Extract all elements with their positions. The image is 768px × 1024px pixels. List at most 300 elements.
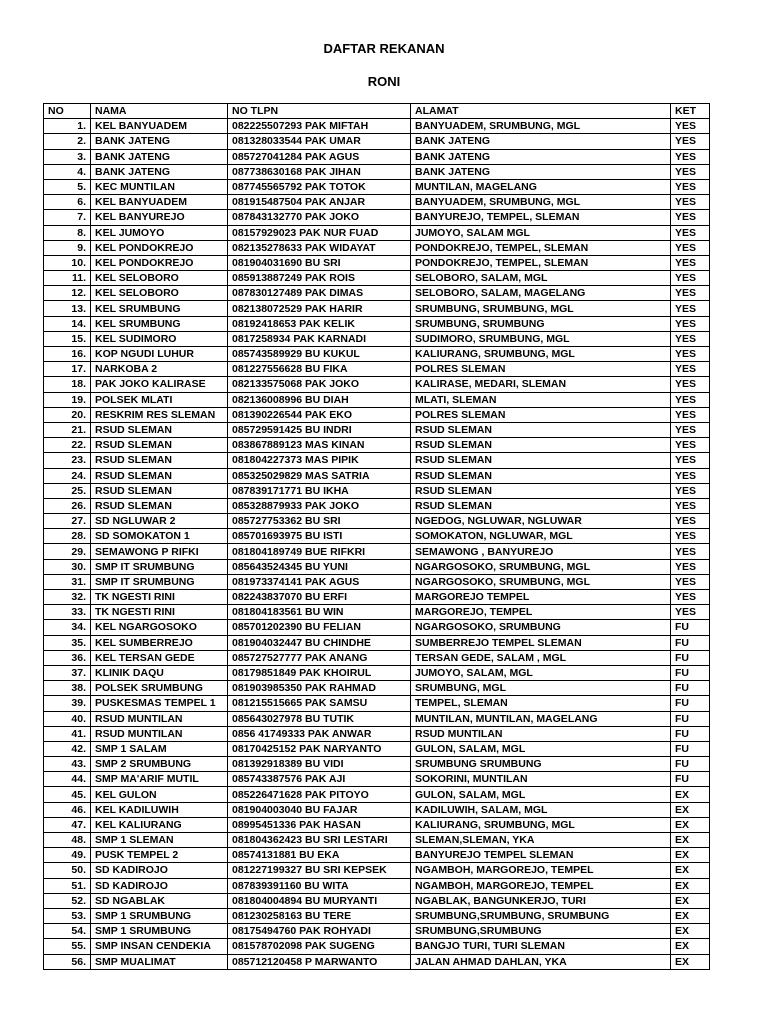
phone-contact: 085701693975 BU ISTI [228,529,411,544]
partner-name: KEL BANYUREJO [91,210,228,225]
status: YES [671,195,710,210]
row-number: 46. [44,802,91,817]
row-number: 13. [44,301,91,316]
address: GULON, SALAM, MGL [411,741,671,756]
status: YES [671,347,710,362]
address: KALIURANG, SRUMBUNG, MGL [411,347,671,362]
address: NGARGOSOKO, SRUMBUNG, MGL [411,559,671,574]
row-number: 2. [44,134,91,149]
partner-name: KEL TERSAN GEDE [91,650,228,665]
table-row [44,924,710,939]
phone-contact: 085727527777 PAK ANANG [228,650,411,665]
phone-contact: 087745565792 PAK TOTOK [228,179,411,194]
table-row [44,195,710,210]
table-row [44,316,710,331]
partner-name: SD NGLUWAR 2 [91,514,228,529]
address: SELOBORO, SALAM, MAGELANG [411,286,671,301]
partner-name: KEL BANYUADEM [91,195,228,210]
address: SOMOKATON, NGLUWAR, MGL [411,529,671,544]
status: YES [671,316,710,331]
table-row [44,787,710,802]
partner-name: BANK JATENG [91,134,228,149]
address: SOKORINI, MUNTILAN [411,772,671,787]
partner-name: SMP IT SRUMBUNG [91,574,228,589]
table-row [44,544,710,559]
row-number: 31. [44,574,91,589]
phone-contact: 085226471628 PAK PITOYO [228,787,411,802]
phone-contact: 08170425152 PAK NARYANTO [228,741,411,756]
table-row [44,392,710,407]
partner-name: SMP 2 SRUMBUNG [91,757,228,772]
status: YES [671,225,710,240]
phone-contact: 081215515665 PAK SAMSU [228,696,411,711]
partner-name: SEMAWONG P RIFKI [91,544,228,559]
table-row [44,514,710,529]
row-number: 24. [44,468,91,483]
table-row [44,134,710,149]
address: RSUD MUNTILAN [411,726,671,741]
row-number: 23. [44,453,91,468]
table-row [44,210,710,225]
phone-contact: 085701202390 BU FELIAN [228,620,411,635]
partner-name: NARKOBA 2 [91,362,228,377]
address: RSUD SLEMAN [411,438,671,453]
table-row [44,650,710,665]
table-row [44,711,710,726]
row-number: 14. [44,316,91,331]
partner-name: BANK JATENG [91,149,228,164]
partner-name: KEL PONDOKREJO [91,255,228,270]
phone-contact: 081915487504 PAK ANJAR [228,195,411,210]
partner-name: PUSK TEMPEL 2 [91,848,228,863]
table-row [44,255,710,270]
phone-contact: 081227556628 BU FIKA [228,362,411,377]
row-number: 26. [44,498,91,513]
status: YES [671,544,710,559]
phone-contact: 081390226544 PAK EKO [228,407,411,422]
address: TEMPEL, SLEMAN [411,696,671,711]
partner-name: RSUD SLEMAN [91,453,228,468]
table-row [44,939,710,954]
address: PONDOKREJO, TEMPEL, SLEMAN [411,255,671,270]
phone-contact: 081904003040 BU FAJAR [228,802,411,817]
partner-name: KEL KADILUWIH [91,802,228,817]
table-row [44,696,710,711]
table-row [44,833,710,848]
status: FU [671,772,710,787]
row-number: 43. [44,757,91,772]
header-nama: NAMA [91,104,228,119]
address: BANYUREJO, TEMPEL, SLEMAN [411,210,671,225]
address: JUMOYO, SALAM, MGL [411,665,671,680]
row-number: 6. [44,195,91,210]
status: YES [671,529,710,544]
header-no: NO [44,104,91,119]
phone-contact: 085643027978 BU TUTIK [228,711,411,726]
row-number: 44. [44,772,91,787]
table-row [44,741,710,756]
table-row [44,772,710,787]
row-number: 3. [44,149,91,164]
status: YES [671,362,710,377]
row-number: 34. [44,620,91,635]
partner-name: RSUD SLEMAN [91,422,228,437]
phone-contact: 087843132770 PAK JOKO [228,210,411,225]
partner-name: KEL SUDIMORO [91,331,228,346]
table-row [44,681,710,696]
row-number: 9. [44,240,91,255]
address: TERSAN GEDE, SALAM , MGL [411,650,671,665]
table-row [44,438,710,453]
partner-name: KEL JUMOYO [91,225,228,240]
partner-name: KEL NGARGOSOKO [91,620,228,635]
table-row [44,407,710,422]
status: YES [671,240,710,255]
partner-name: TK NGESTI RINI [91,605,228,620]
row-number: 16. [44,347,91,362]
document-subtitle: RONI [367,74,401,89]
phone-contact: 083867889123 MAS KINAN [228,438,411,453]
status: EX [671,878,710,893]
address: RSUD SLEMAN [411,498,671,513]
partner-name: KOP NGUDI LUHUR [91,347,228,362]
row-number: 49. [44,848,91,863]
table-row [44,605,710,620]
phone-contact: 08157929023 PAK NUR FUAD [228,225,411,240]
table-header-row [44,104,710,119]
address: SRUMBUNG,SRUMBUNG, SRUMBUNG [411,908,671,923]
phone-contact: 082243837070 BU ERFI [228,590,411,605]
partner-name: KEL GULON [91,787,228,802]
partner-name: SMP MA'ARIF MUTIL [91,772,228,787]
address: MARGOREJO, TEMPEL [411,605,671,620]
address: RSUD SLEMAN [411,483,671,498]
address: RSUD SLEMAN [411,422,671,437]
phone-contact: 085727041284 PAK AGUS [228,149,411,164]
address: BANYUREJO TEMPEL SLEMAN [411,848,671,863]
status: FU [671,741,710,756]
row-number: 40. [44,711,91,726]
phone-contact: 081904031690 BU SRI [228,255,411,270]
table-row [44,179,710,194]
phone-contact: 082133575068 PAK JOKO [228,377,411,392]
status: YES [671,119,710,134]
address: SUDIMORO, SRUMBUNG, MGL [411,331,671,346]
address: NGABLAK, BANGUNKERJO, TURI [411,893,671,908]
status: EX [671,787,710,802]
status: YES [671,392,710,407]
table-row [44,529,710,544]
status: EX [671,817,710,832]
table-row [44,225,710,240]
status: YES [671,590,710,605]
status: EX [671,833,710,848]
status: FU [671,757,710,772]
address: KALIRASE, MEDARI, SLEMAN [411,377,671,392]
partner-name: RSUD SLEMAN [91,438,228,453]
status: YES [671,574,710,589]
table-row [44,726,710,741]
address: BANK JATENG [411,164,671,179]
table-row [44,559,710,574]
partner-name: KEL BANYUADEM [91,119,228,134]
status: EX [671,939,710,954]
status: YES [671,210,710,225]
address: SEMAWONG , BANYUREJO [411,544,671,559]
row-number: 28. [44,529,91,544]
row-number: 29. [44,544,91,559]
partner-name: RSUD MUNTILAN [91,711,228,726]
partner-name: PUSKESMAS TEMPEL 1 [91,696,228,711]
row-number: 42. [44,741,91,756]
phone-contact: 085643524345 BU YUNI [228,559,411,574]
partner-name: KEL SRUMBUNG [91,316,228,331]
status: EX [671,863,710,878]
address: KADILUWIH, SALAM, MGL [411,802,671,817]
table-row [44,149,710,164]
phone-contact: 08179851849 PAK KHOIRUL [228,665,411,680]
table-row [44,498,710,513]
phone-contact: 081804189749 BUE RIFKRI [228,544,411,559]
table-row [44,362,710,377]
row-number: 51. [44,878,91,893]
status: FU [671,726,710,741]
address: SLEMAN,SLEMAN, YKA [411,833,671,848]
row-number: 20. [44,407,91,422]
table-row [44,164,710,179]
address: NGARGOSOKO, SRUMBUNG [411,620,671,635]
partner-name: SD KADIROJO [91,863,228,878]
partner-name: RSUD SLEMAN [91,498,228,513]
phone-contact: 081904032447 BU CHINDHE [228,635,411,650]
table-body [44,119,710,970]
phone-contact: 081578702098 PAK SUGENG [228,939,411,954]
phone-contact: 08175494760 PAK ROHYADI [228,924,411,939]
row-number: 47. [44,817,91,832]
table-row [44,954,710,969]
status: YES [671,422,710,437]
address: MUNTILAN, MUNTILAN, MAGELANG [411,711,671,726]
row-number: 53. [44,908,91,923]
partner-name: RSUD SLEMAN [91,483,228,498]
phone-contact: 081804004894 BU MURYANTI [228,893,411,908]
phone-contact: 081328033544 PAK UMAR [228,134,411,149]
address: MLATI, SLEMAN [411,392,671,407]
row-number: 50. [44,863,91,878]
partner-name: KEL PONDOKREJO [91,240,228,255]
table-row [44,848,710,863]
row-number: 8. [44,225,91,240]
phone-contact: 085913887249 PAK ROIS [228,271,411,286]
partner-name: SMP 1 SRUMBUNG [91,908,228,923]
table-row [44,908,710,923]
status: YES [671,164,710,179]
table-row [44,757,710,772]
phone-contact: 08192418653 PAK KELIK [228,316,411,331]
partner-name: BANK JATENG [91,164,228,179]
address: RSUD SLEMAN [411,453,671,468]
status: YES [671,331,710,346]
row-number: 25. [44,483,91,498]
row-number: 48. [44,833,91,848]
table-row [44,483,710,498]
status: YES [671,179,710,194]
phone-contact: 082136008996 BU DIAH [228,392,411,407]
address: BANGJO TURI, TURI SLEMAN [411,939,671,954]
row-number: 37. [44,665,91,680]
status: YES [671,407,710,422]
row-number: 15. [44,331,91,346]
address: BANYUADEM, SRUMBUNG, MGL [411,119,671,134]
address: RSUD SLEMAN [411,468,671,483]
document-title: DAFTAR REKANAN [323,41,445,56]
status: YES [671,438,710,453]
address: SRUMBUNG, SRUMBUNG, MGL [411,301,671,316]
row-number: 7. [44,210,91,225]
phone-contact: 08995451336 PAK HASAN [228,817,411,832]
phone-contact: 085727753362 BU SRI [228,514,411,529]
status: FU [671,696,710,711]
status: FU [671,635,710,650]
row-number: 18. [44,377,91,392]
address: SRUMBUNG,SRUMBUNG [411,924,671,939]
table-row [44,286,710,301]
row-number: 12. [44,286,91,301]
table-row [44,574,710,589]
status: FU [671,650,710,665]
status: EX [671,924,710,939]
status: YES [671,271,710,286]
table-row [44,590,710,605]
partner-name: KEL SRUMBUNG [91,301,228,316]
status: YES [671,605,710,620]
partner-name: PAK JOKO KALIRASE [91,377,228,392]
phone-contact: 081973374141 PAK AGUS [228,574,411,589]
status: FU [671,620,710,635]
partner-name: SMP 1 SRUMBUNG [91,924,228,939]
table-row [44,119,710,134]
partner-name: KEL SUMBERREJO [91,635,228,650]
address: SRUMBUNG, SRUMBUNG [411,316,671,331]
address: JUMOYO, SALAM MGL [411,225,671,240]
table-row [44,301,710,316]
row-number: 21. [44,422,91,437]
status: YES [671,468,710,483]
phone-contact: 082135278633 PAK WIDAYAT [228,240,411,255]
address: SUMBERREJO TEMPEL SLEMAN [411,635,671,650]
row-number: 35. [44,635,91,650]
row-number: 10. [44,255,91,270]
address: NGARGOSOKO, SRUMBUNG, MGL [411,574,671,589]
table-row [44,893,710,908]
partner-name: SMP 1 SALAM [91,741,228,756]
partner-name: RESKRIM RES SLEMAN [91,407,228,422]
header-alamat: ALAMAT [411,104,671,119]
status: YES [671,483,710,498]
address: BANK JATENG [411,149,671,164]
phone-contact: 087839171771 BU IKHA [228,483,411,498]
header-no-tlpn: NO TLPN [228,104,411,119]
phone-contact: 085743589929 BU KUKUL [228,347,411,362]
table-row [44,817,710,832]
phone-contact: 081804227373 MAS PIPIK [228,453,411,468]
row-number: 56. [44,954,91,969]
row-number: 27. [44,514,91,529]
phone-contact: 087738630168 PAK JIHAN [228,164,411,179]
table-row [44,665,710,680]
address: MUNTILAN, MAGELANG [411,179,671,194]
address: MARGOREJO TEMPEL [411,590,671,605]
partner-name: KEL KALIURANG [91,817,228,832]
status: EX [671,802,710,817]
status: EX [671,893,710,908]
phone-contact: 085328879933 PAK JOKO [228,498,411,513]
row-number: 4. [44,164,91,179]
address: NGAMBOH, MARGOREJO, TEMPEL [411,878,671,893]
row-number: 11. [44,271,91,286]
address: NGEDOG, NGLUWAR, NGLUWAR [411,514,671,529]
row-number: 41. [44,726,91,741]
address: JALAN AHMAD DAHLAN, YKA [411,954,671,969]
address: NGAMBOH, MARGOREJO, TEMPEL [411,863,671,878]
table-row [44,240,710,255]
status: YES [671,286,710,301]
status: EX [671,954,710,969]
status: YES [671,134,710,149]
table-row [44,635,710,650]
partner-name: KEC MUNTILAN [91,179,228,194]
row-number: 54. [44,924,91,939]
partner-name: RSUD SLEMAN [91,468,228,483]
address: BANK JATENG [411,134,671,149]
row-number: 33. [44,605,91,620]
partner-name: SMP MUALIMAT [91,954,228,969]
status: YES [671,453,710,468]
status: FU [671,665,710,680]
phone-contact: 081392918389 BU VIDI [228,757,411,772]
address: SRUMBUNG SRUMBUNG [411,757,671,772]
row-number: 5. [44,179,91,194]
table-row [44,863,710,878]
phone-contact: 082225507293 PAK MIFTAH [228,119,411,134]
address: SELOBORO, SALAM, MGL [411,271,671,286]
table-row [44,347,710,362]
table-row [44,271,710,286]
address: PONDOKREJO, TEMPEL, SLEMAN [411,240,671,255]
table-row [44,422,710,437]
partner-name: KEL SELOBORO [91,286,228,301]
partner-name: SD NGABLAK [91,893,228,908]
row-number: 19. [44,392,91,407]
row-number: 32. [44,590,91,605]
table-row [44,331,710,346]
phone-contact: 081804362423 BU SRI LESTARI [228,833,411,848]
row-number: 38. [44,681,91,696]
partner-name: SMP 1 SLEMAN [91,833,228,848]
partner-table [43,103,710,970]
phone-contact: 081804183561 BU WIN [228,605,411,620]
address: BANYUADEM, SRUMBUNG, MGL [411,195,671,210]
partner-name: KLINIK DAQU [91,665,228,680]
table-row [44,468,710,483]
partner-name: POLSEK SRUMBUNG [91,681,228,696]
status: YES [671,514,710,529]
status: YES [671,301,710,316]
partner-name: POLSEK MLATI [91,392,228,407]
phone-contact: 081903985350 PAK RAHMAD [228,681,411,696]
status: EX [671,848,710,863]
row-number: 45. [44,787,91,802]
